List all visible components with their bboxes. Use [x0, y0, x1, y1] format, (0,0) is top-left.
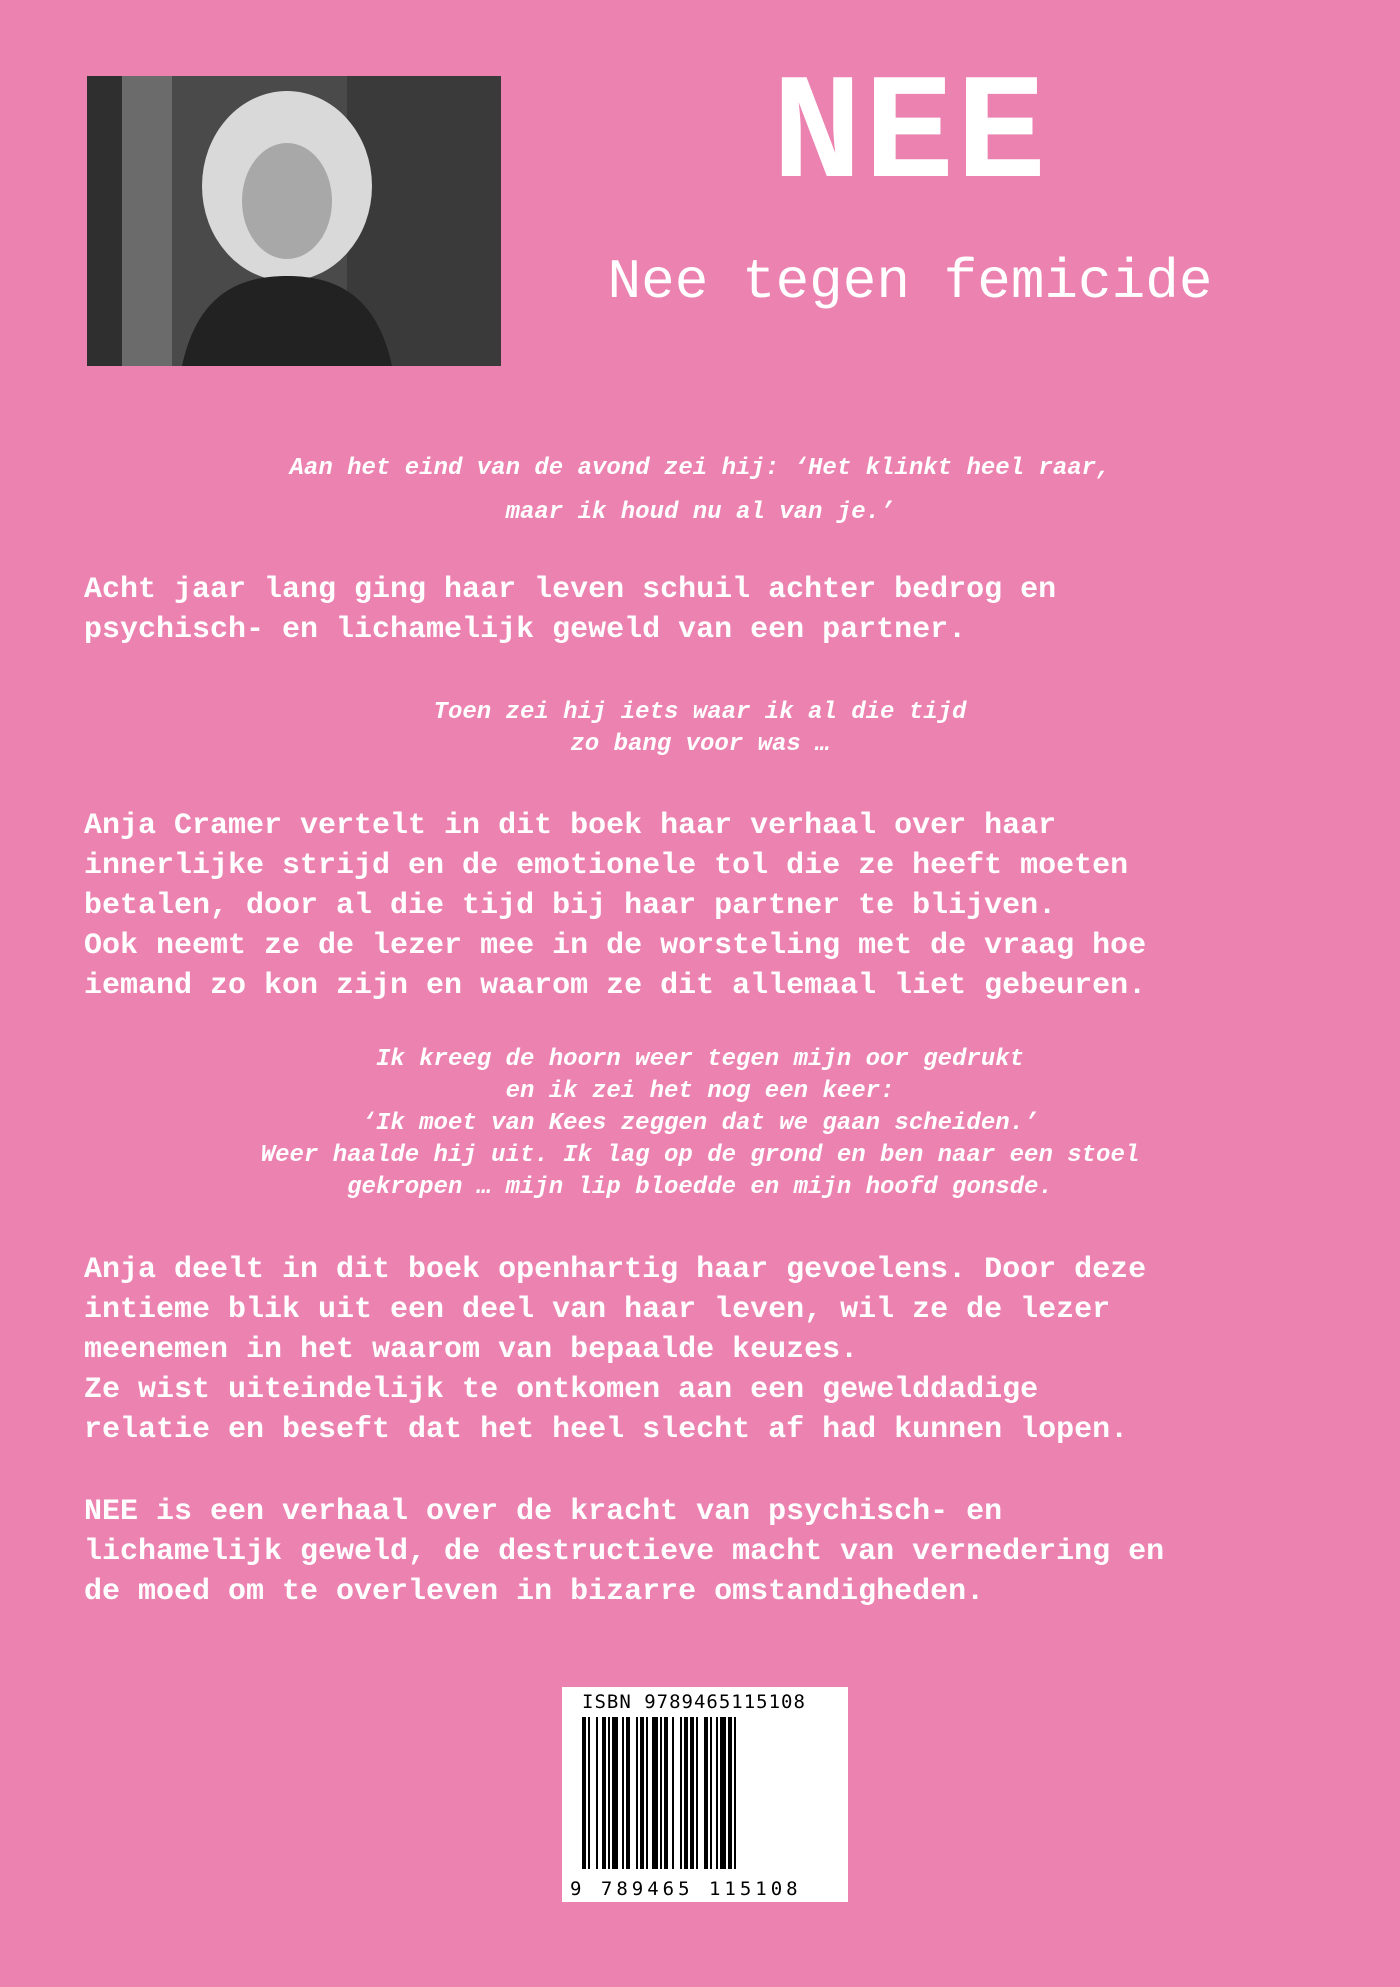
paragraph-line: innerlijke strijd en de emotionele tol die ze heeft moeten [84, 849, 1129, 883]
barcode-bar [696, 1717, 698, 1869]
barcode-bar [626, 1717, 630, 1869]
paragraph-line: Ze wist uiteindelijk te ontkomen aan een gewelddadige [84, 1373, 1039, 1407]
book-subtitle: Nee tegen femicide [607, 250, 1213, 314]
paragraph-line: meenemen in het waarom van bepaalde keuzes. [84, 1333, 859, 1367]
barcode-bar [636, 1717, 638, 1869]
barcode-bar [672, 1717, 674, 1869]
paragraph-line: Ook neemt ze de lezer mee in de worsteling met de vraag hoe [84, 929, 1147, 963]
paragraph-2 [84, 806, 1344, 1006]
book-title: NEE [771, 52, 1049, 222]
quote-line: en ik zei het nog een keer: [505, 1078, 895, 1105]
barcode-bar [704, 1717, 708, 1869]
barcode-bar [608, 1717, 610, 1869]
quote-line: gekropen … mijn lip bloedde en mijn hoofd gonsde. [347, 1174, 1053, 1201]
paragraph-line: NEE is een verhaal over de kracht van psychisch- en [84, 1495, 1003, 1529]
quote-line: Weer haalde hij uit. Ik lag op de grond en ben naar een stoel [260, 1142, 1140, 1169]
barcode-bars [580, 1717, 830, 1869]
isbn-label: ISBN 9789465115108 [582, 1691, 806, 1713]
barcode-bar [690, 1717, 694, 1869]
quote-line: zo bang voor was … [570, 731, 830, 758]
paragraph-line: betalen, door al die tijd bij haar partner te blijven. [84, 889, 1057, 923]
paragraph-line: intieme blik uit een deel van haar leven, wil ze de lezer [84, 1293, 1111, 1327]
barcode-bar [664, 1717, 668, 1869]
barcode-bar [646, 1717, 648, 1869]
barcode-bar [640, 1717, 644, 1869]
quote-1 [0, 447, 1400, 535]
paragraph-line: psychisch- en lichamelijk geweld van een partner. [84, 613, 967, 647]
quote-line: ‘Ik moet van Kees zeggen dat we gaan scheiden.’ [361, 1110, 1039, 1137]
barcode-bar [622, 1717, 624, 1869]
barcode-bar [588, 1717, 590, 1869]
paragraph-3 [84, 1250, 1344, 1450]
paragraph-1 [84, 570, 1344, 650]
paragraph-line: Anja deelt in dit boek openhartig haar gevoelens. Door deze [84, 1253, 1147, 1287]
barcode-bar [652, 1717, 658, 1869]
barcode-bar [602, 1717, 606, 1869]
isbn-digits: 9 789465 115108 [570, 1878, 802, 1900]
barcode-bar [710, 1717, 712, 1869]
quote-2 [0, 697, 1400, 761]
barcode-bar [612, 1717, 618, 1869]
barcode-bar [734, 1717, 736, 1869]
quote-line: Aan het eind van de avond zei hij: ‘Het klinkt heel raar, [289, 455, 1111, 482]
paragraph-line: de moed om te overleven in bizarre omstandigheden. [84, 1575, 985, 1609]
barcode-bar [720, 1717, 726, 1869]
quote-line: maar ik houd nu al van je.’ [505, 499, 895, 526]
quote-line: Toen zei hij iets waar ik al die tijd [433, 699, 967, 726]
barcode-bar [582, 1717, 586, 1869]
barcode-bar [716, 1717, 718, 1869]
barcode-bar [680, 1717, 682, 1869]
quote-line: Ik kreeg de hoorn weer tegen mijn oor gedrukt [375, 1046, 1025, 1073]
barcode-bar [596, 1717, 598, 1869]
quote-3 [0, 1044, 1400, 1204]
barcode-bar [684, 1717, 688, 1869]
barcode-bar [728, 1717, 732, 1869]
paragraph-line: iemand zo kon zijn en waarom ze dit allemaal liet gebeuren. [84, 969, 1147, 1003]
isbn-barcode [562, 1687, 848, 1902]
paragraph-line: Anja Cramer vertelt in dit boek haar verhaal over haar [84, 809, 1057, 843]
paragraph-line: lichamelijk geweld, de destructieve macht van vernedering en [84, 1535, 1165, 1569]
paragraph-line: relatie en beseft dat het heel slecht af had kunnen lopen. [84, 1413, 1129, 1447]
paragraph-4 [84, 1492, 1344, 1612]
paragraph-line: Acht jaar lang ging haar leven schuil achter bedrog en [84, 573, 1057, 607]
author-photo [87, 76, 501, 366]
barcode-bar [660, 1717, 662, 1869]
